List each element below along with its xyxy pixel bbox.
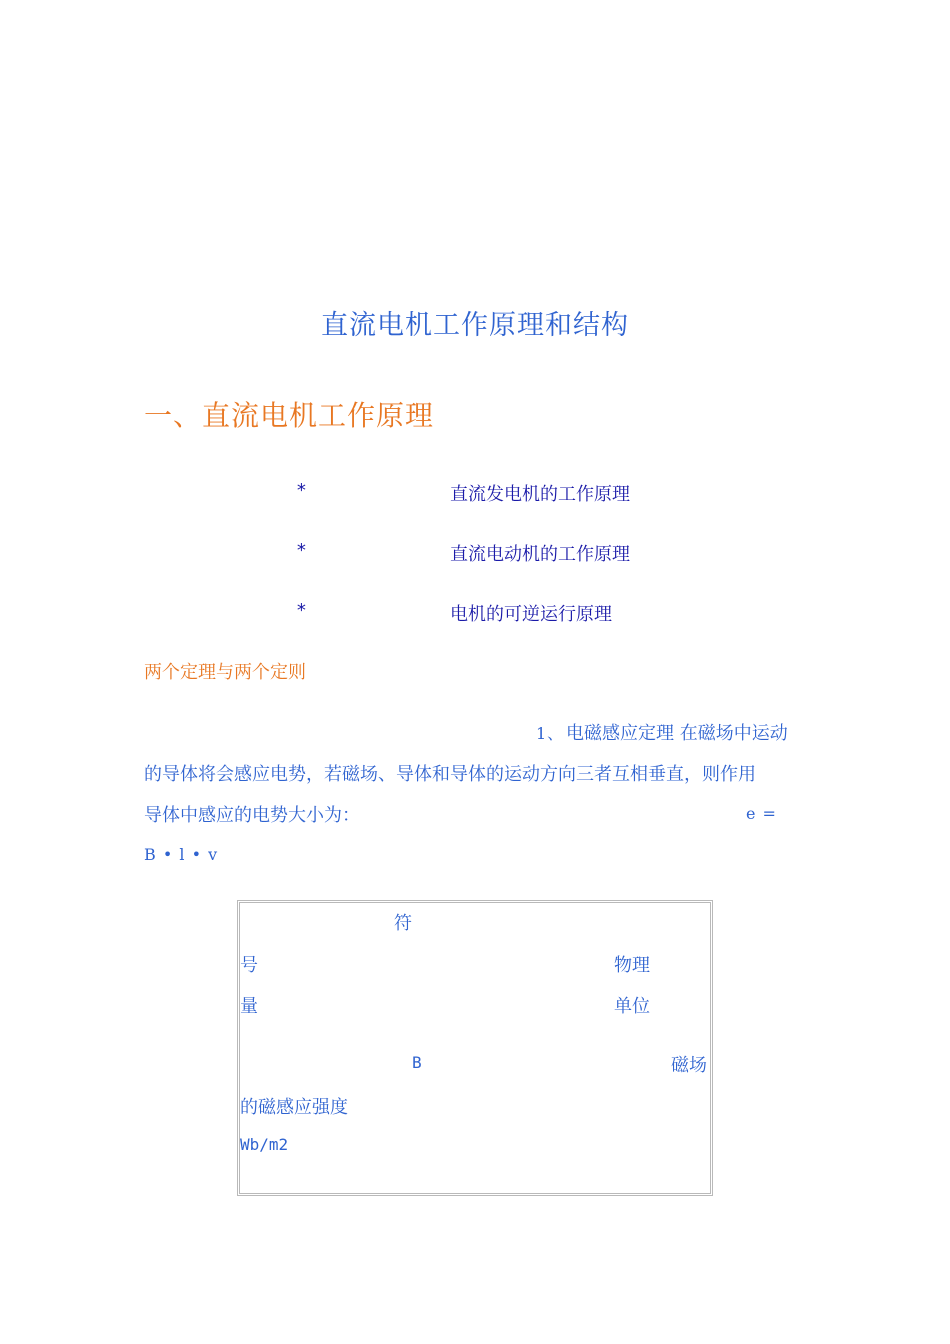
header-quantity-part2: 量: [240, 996, 258, 1017]
row-quantity-part2: 的磁感应强度: [240, 1097, 348, 1118]
toc-item-dc-generator[interactable]: 直流发电机的工作原理: [450, 484, 630, 505]
toc-bullet: *: [296, 540, 307, 561]
formula-right: B • l • v: [144, 845, 219, 864]
row-symbol: B: [412, 1053, 422, 1072]
formula-left: e =: [746, 804, 777, 823]
row-quantity-part1: 磁场: [671, 1055, 707, 1076]
units-table: [237, 900, 713, 1196]
paragraph-line-1: 电磁感应定理 在磁场中运动: [566, 723, 788, 744]
row-unit: Wb/m2: [240, 1135, 289, 1154]
toc-item-reversible-operation[interactable]: 电机的可逆运行原理: [450, 604, 612, 625]
toc-bullet: *: [296, 600, 307, 621]
page-title: 直流电机工作原理和结构: [321, 310, 629, 341]
paragraph-line-3: 导体中感应的电势大小为：: [144, 805, 360, 826]
section-heading: 一、直流电机工作原理: [144, 399, 435, 432]
header-symbol-part1: 符: [394, 913, 412, 934]
header-quantity-part1: 物理: [614, 955, 650, 976]
header-symbol-part2: 号: [240, 955, 258, 976]
toc-item-dc-motor[interactable]: 直流电动机的工作原理: [450, 544, 630, 565]
paragraph-line-2: 的导体将会感应电势，若磁场、导体和导体的运动方向三者互相垂直，则作用: [144, 764, 756, 785]
toc-bullet: *: [296, 480, 307, 501]
paragraph-number: 1、: [536, 724, 565, 743]
header-unit: 单位: [614, 996, 650, 1017]
subheading: 两个定理与两个定则: [144, 662, 306, 683]
